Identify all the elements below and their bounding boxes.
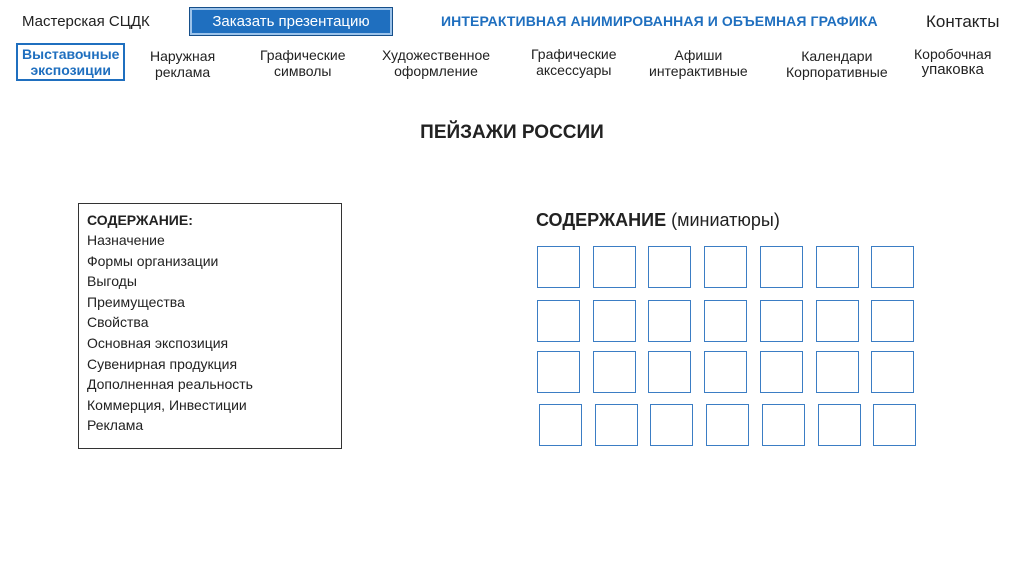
nav-item-decoration[interactable] (382, 47, 490, 79)
thumbnail-slot[interactable] (537, 300, 580, 342)
page-title (0, 122, 1024, 144)
nav-item-posters[interactable] (649, 47, 748, 79)
thumbnail-slot[interactable] (537, 246, 580, 288)
thumbnail-slot[interactable] (816, 300, 859, 342)
nav-item-exhibition[interactable] (16, 43, 125, 81)
thumbnail-slot[interactable] (595, 404, 638, 446)
nav-item-label: аксессуары (536, 62, 612, 78)
thumbnail-slot[interactable] (537, 351, 580, 393)
toc-item[interactable]: Формы организации (87, 252, 219, 269)
thumbnail-slot[interactable] (816, 351, 859, 393)
nav-item-label: Художественное (382, 47, 491, 63)
contacts-link[interactable]: Контакты (926, 12, 1000, 31)
table-of-contents (78, 203, 342, 449)
nav-item-accessories[interactable] (531, 46, 617, 78)
nav-item-label: интерактивные (649, 63, 748, 79)
toc-item[interactable]: Преимущества (87, 293, 185, 310)
graphics-headline-link[interactable]: ИНТЕРАКТИВНАЯ АНИМИРОВАННАЯ И ОБЪЕМНАЯ ГРАФИКА (441, 13, 878, 29)
thumbnail-slot[interactable] (871, 246, 914, 288)
thumbnails-heading-bold: СОДЕРЖАНИЕ (536, 210, 667, 230)
thumbnail-slot[interactable] (871, 351, 914, 393)
toc-item[interactable]: Выгоды (87, 273, 137, 290)
thumbnail-slot[interactable] (873, 404, 916, 446)
nav-item-label: Коробочная (914, 46, 992, 62)
toc-item[interactable]: Коммерция, Инвестиции (87, 396, 247, 413)
order-presentation-button[interactable]: Заказать презентацию (189, 7, 393, 36)
thumbnail-slot[interactable] (593, 300, 636, 342)
toc-item[interactable]: Дополненная реальность (87, 376, 253, 393)
thumbnail-slot[interactable] (871, 300, 914, 342)
nav-item-label: экспозиции (30, 62, 111, 78)
nav-item-label: Выставочные (22, 46, 120, 62)
thumbnail-slot[interactable] (648, 351, 691, 393)
thumbnail-slot[interactable] (816, 246, 859, 288)
nav-item-label: упаковка (921, 61, 984, 78)
category-nav (0, 43, 1024, 85)
brand-label[interactable]: Мастерская СЦДК (22, 13, 150, 30)
thumbnail-slot[interactable] (760, 246, 803, 288)
thumbnail-slot[interactable] (818, 404, 861, 446)
thumbnail-slot[interactable] (704, 351, 747, 393)
thumbnail-slot[interactable] (648, 246, 691, 288)
thumbnail-slot[interactable] (760, 300, 803, 342)
nav-item-label: Наружная (150, 48, 216, 64)
thumbnail-slot[interactable] (704, 300, 747, 342)
nav-item-label: реклама (154, 64, 211, 80)
page-title-text: ПЕЙЗАЖИ РОССИИ (420, 122, 604, 143)
nav-item-packaging[interactable] (914, 46, 991, 78)
thumbnail-slot[interactable] (760, 351, 803, 393)
nav-item-label: Графические (260, 47, 346, 63)
nav-item-label: Афиши (674, 47, 723, 63)
toc-item[interactable]: Сувенирная продукция (87, 355, 238, 372)
nav-item-label: Календари (801, 48, 873, 64)
thumbnail-slot[interactable] (648, 300, 691, 342)
nav-item-label: Графические (531, 46, 617, 62)
toc-item[interactable]: Реклама (87, 417, 144, 434)
thumbnail-slot[interactable] (539, 404, 582, 446)
thumbnail-slot[interactable] (650, 404, 693, 446)
nav-item-label: символы (274, 63, 332, 79)
toc-item[interactable]: Назначение (87, 232, 165, 248)
thumbnail-slot[interactable] (593, 351, 636, 393)
nav-item-label: оформление (394, 63, 478, 79)
thumbnail-slot[interactable] (762, 404, 805, 446)
toc-item[interactable]: Свойства (87, 314, 149, 331)
toc-heading: СОДЕРЖАНИЕ: (87, 212, 193, 228)
thumbnails-heading-rest: (миниатюры) (666, 210, 780, 230)
nav-item-symbols[interactable] (260, 47, 346, 79)
nav-item-label: Корпоративные (786, 64, 888, 80)
thumbnail-slot[interactable] (706, 404, 749, 446)
thumbnails-heading (536, 210, 780, 231)
thumbnail-slot[interactable] (704, 246, 747, 288)
nav-item-calendars[interactable] (786, 48, 888, 80)
thumbnail-slot[interactable] (593, 246, 636, 288)
nav-item-outdoor[interactable] (150, 48, 215, 80)
toc-item[interactable]: Основная экспозиция (87, 334, 229, 351)
